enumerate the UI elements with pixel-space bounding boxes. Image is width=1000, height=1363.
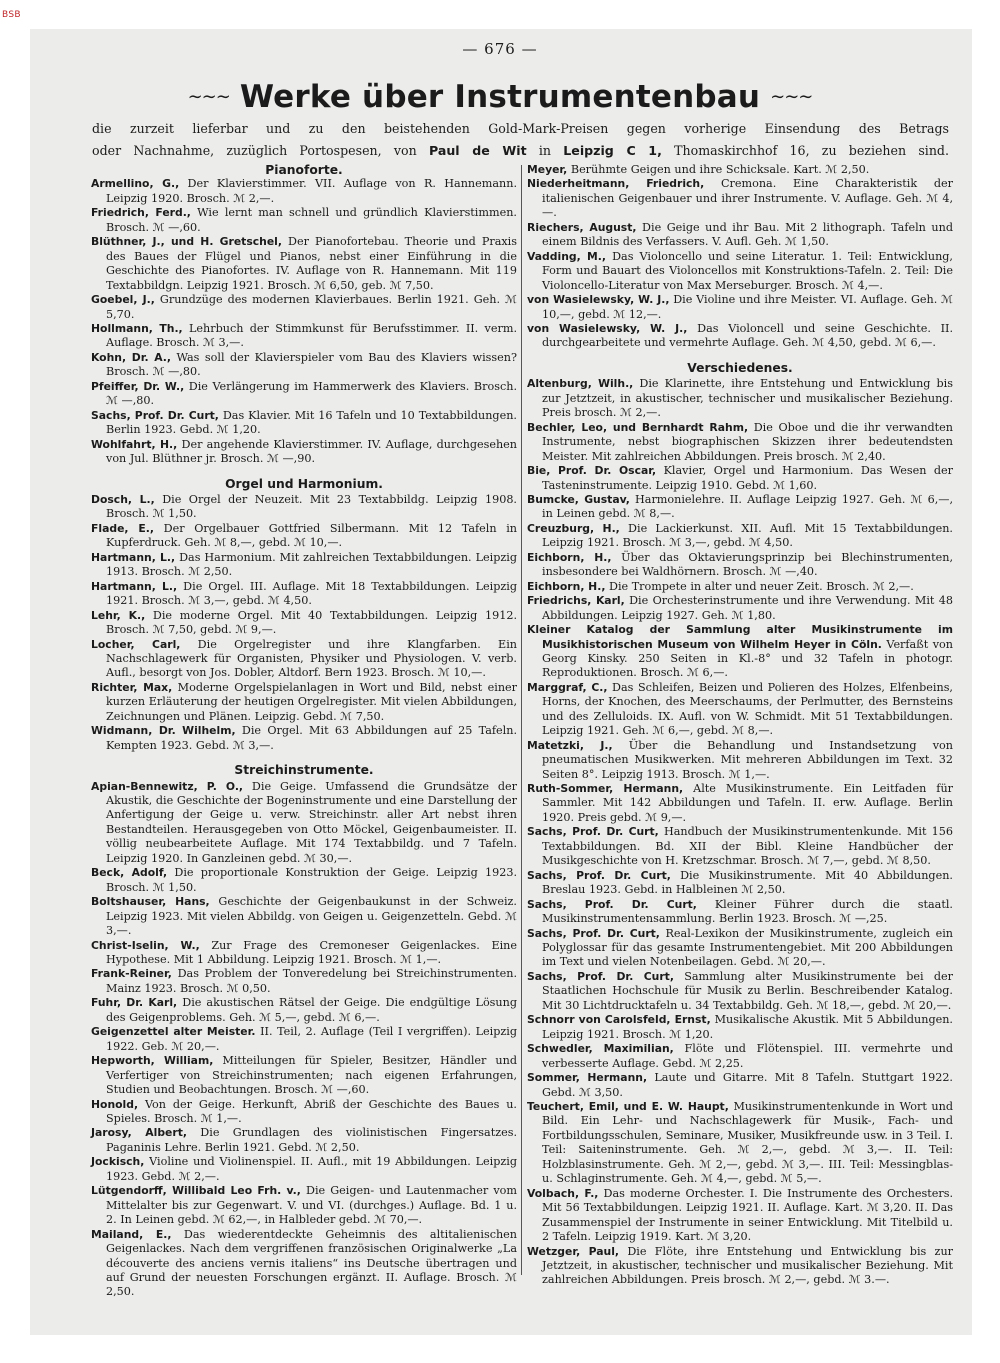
catalog-entry bbox=[527, 927, 953, 970]
catalog-entry bbox=[527, 522, 953, 551]
library-mark: BSB bbox=[2, 10, 21, 20]
entry-text: Zur Frage des Cremoneser Geigenlackes. Eine Hypothese. Mit 1 Abbildung. Leipzig 1921. Brosch. ℳ 1,—. bbox=[106, 938, 518, 967]
entry-author: Schnorr von Carolsfeld, Ernst, bbox=[527, 1013, 711, 1027]
entry-text: Das Schleifen, Beizen und Polieren des Holzes, Elfenbeins, Horns, der Knochen, des Meerschaums, der Perlmutter, des Bernsteins und des Zelluloids. IX. Aufl. von W. Schmidt. Mit 51 Textabbildungen. Leipzig 1921. Geh. ℳ 6,—, gebd. ℳ 8,—. bbox=[542, 680, 953, 738]
catalog-entry bbox=[91, 493, 517, 522]
catalog-entry bbox=[91, 522, 517, 551]
entry-author: Dosch, L., bbox=[91, 492, 155, 506]
entry-author: Locher, Carl, bbox=[91, 637, 181, 651]
entry-author: Hartmann, L., bbox=[91, 579, 178, 593]
entry-text: Über die Behandlung und Instandsetzung von pneumatischen Musikwerken. Mit mehreren Abbildungen im Text. 32 Seiten 8°. Leipzig 1913. Brosch. ℳ 1,—. bbox=[542, 738, 953, 781]
entry-text: Laute und Gitarre. Mit 8 Tafeln. Stuttgart 1922. Gebd. ℳ 3,50. bbox=[542, 1071, 953, 1099]
entry-text: Die Oboe und die ihr verwandten Instrumente, nebst biographischen Skizzen ihrer bedeutendsten Meister. Mit zahlreichen Abbildungen. Preis brosch. ℳ 2,40. bbox=[542, 420, 954, 463]
entry-author: Kleiner Katalog der Sammlung alter Musikinstrumente im Musikhistorischen Museum von Wilhelm Heyer in Cöln. bbox=[527, 623, 953, 651]
entry-text: Handbuch der Musikinstrumentenkunde. Mit 156 Textabbildungen. Bd. XII der Bibl. Kleine Handbücher der Musikgeschichte von H. Kretzschmar. Brosch. ℳ 7,—, gebd. ℳ 8,50. bbox=[542, 825, 954, 868]
catalog-entry bbox=[527, 681, 953, 739]
entry-author: Lehr, K., bbox=[91, 608, 146, 622]
entry-author: Bumcke, Gustav, bbox=[527, 492, 630, 506]
title-flourish-right: ∼∼∼ bbox=[770, 86, 813, 108]
entry-author: Eichborn, H., bbox=[527, 550, 612, 564]
entry-text: Die proportionale Konstruktion der Geige. Leipzig 1923. Brosch. ℳ 1,50. bbox=[106, 866, 518, 894]
entry-author: Apian-Bennewitz, P. O., bbox=[91, 779, 244, 793]
catalog-entry bbox=[527, 580, 953, 594]
entry-text: Lehrbuch der Stimmkunst für Berufsstimmer. II. verm. Auflage. Brosch. ℳ 3,—. bbox=[106, 321, 518, 350]
catalog-entry bbox=[91, 206, 517, 235]
entry-author: Flade, E., bbox=[91, 521, 154, 535]
entry-text: Die Geige und ihr Bau. Mit 2 lithograph. Tafeln und einem Bildnis des Verfassers. V. Aufl. Geh. ℳ 1,50. bbox=[542, 220, 953, 249]
entry-author: Friedrichs, Karl, bbox=[527, 594, 625, 608]
entry-author: Ruth-Sommer, Hermann, bbox=[527, 782, 684, 796]
entry-author: Blüthner, J., und H. Gretschel, bbox=[91, 235, 282, 249]
entry-author: Sachs, Prof. Dr. Curt, bbox=[91, 408, 219, 422]
catalog-entry bbox=[527, 1187, 953, 1245]
entry-text: Klavier, Orgel und Harmonium. Das Wesen der Tasteninstrumente. Leipzig 1910. Gebd. ℳ 1,60. bbox=[542, 464, 953, 492]
entry-text: Wie lernt man schnell und gründlich Klavierstimmen. Brosch. ℳ —,60. bbox=[106, 206, 517, 234]
entry-author: Boltshauser, Hans, bbox=[91, 895, 210, 909]
catalog-entry bbox=[91, 780, 517, 867]
title-text: Werke über Instrumentenbau bbox=[239, 79, 761, 115]
entry-author: Jarosy, Albert, bbox=[91, 1126, 187, 1140]
catalog-entry bbox=[91, 609, 517, 638]
entry-author: Eichborn, H., bbox=[527, 579, 606, 593]
entry-text: Grundzüge des modernen Klavierbaues. Berlin 1921. Geh. ℳ 5,70. bbox=[106, 293, 518, 321]
entry-author: von Wasielewsky, W. J., bbox=[527, 321, 688, 335]
entry-author: Sommer, Hermann, bbox=[527, 1071, 648, 1085]
entry-author: Marggraf, C., bbox=[527, 680, 608, 694]
entry-author: Friedrich, Ferd., bbox=[91, 206, 191, 220]
entry-text: Kleiner Führer durch die staatl. Musikinstrumentensammlung. Berlin 1923. Brosch. ℳ —,25. bbox=[542, 897, 953, 926]
catalog-entry bbox=[91, 895, 517, 938]
entry-author: Wetzger, Paul, bbox=[527, 1244, 620, 1258]
catalog-entry bbox=[527, 1245, 953, 1288]
entry-text: Von der Geige. Herkunft, Abriß der Geschichte des Baues u. Spieles. Brosch. ℳ 1,—. bbox=[106, 1097, 517, 1125]
catalog-entry bbox=[527, 970, 953, 1013]
catalog-entry bbox=[527, 1013, 953, 1042]
catalog-entry bbox=[527, 825, 953, 868]
entry-text: Die Orgel. III. Auflage. Mit 18 Textabbildungen. Leipzig 1921. Brosch. ℳ 3,—, gebd. ℳ 4,50. bbox=[106, 579, 517, 608]
catalog-entry bbox=[527, 869, 953, 898]
entry-author: Schwedler, Maximilian, bbox=[527, 1042, 674, 1056]
entry-text: Die Geige. Umfassend die Grundsätze der Akustik, die Geschichte der Bogeninstrumente und eine Darstellung der Anfertigung der Geige u. verw. Streichinstr. aller Art nebst ihren Bestandteilen. Herausgegeben von Otto Möckel, Geigenbaumeister. II. völlig neubearbeitete Auflage. Mit 174 Textabbildg. und 7 Tafeln. Leipzig 1920. In Ganzleinen gebd. ℳ 30,—. bbox=[106, 779, 518, 865]
catalog-entry bbox=[91, 967, 517, 996]
entry-text: Der Orgelbauer Gottfried Silbermann. Mit 12 Tafeln in Kupferdruck. Geh. ℳ 8,—, gebd. ℳ 10,—. bbox=[106, 521, 518, 550]
entry-author: Altenburg, Wilh., bbox=[527, 377, 634, 391]
catalog-entry bbox=[527, 177, 953, 220]
entry-text: Das Problem der Tonveredelung bei Streichinstrumenten. Mainz 1923. Brosch. ℳ 0,50. bbox=[106, 967, 518, 995]
catalog-entry bbox=[527, 493, 953, 522]
section-heading: Pianoforte. bbox=[265, 163, 343, 177]
catalog-entry bbox=[91, 996, 517, 1025]
entry-author: Goebel, J., bbox=[91, 293, 155, 307]
catalog-entry bbox=[527, 1071, 953, 1100]
entry-text: Die Klarinette, ihre Entstehung und Entwicklung bis zur Jetztzeit, in akustischer, technischer und musikalischer Beziehung. Preis brosch. ℳ 2,—. bbox=[542, 377, 953, 420]
entry-author: Geigenzettel alter Meister. bbox=[91, 1025, 256, 1039]
publisher-name: Paul de Wit bbox=[428, 143, 527, 158]
entry-author: von Wasielewsky, W. J., bbox=[527, 293, 670, 307]
entry-author: Sachs, Prof. Dr. Curt, bbox=[527, 825, 659, 839]
entry-author: Kohn, Dr. A., bbox=[91, 350, 172, 364]
catalog-entry bbox=[91, 1228, 517, 1300]
catalog-entry bbox=[527, 898, 953, 927]
entry-text: Die Orchesterinstrumente und ihre Verwendung. Mit 48 Abbildungen. Leipzig 1927. Geh. ℳ 1,80. bbox=[542, 594, 954, 622]
entry-text: Die Violine und ihre Meister. VI. Auflage. Geh. ℳ 10,—, gebd. ℳ 12,—. bbox=[542, 293, 953, 321]
catalog-entry bbox=[91, 380, 517, 409]
entry-author: Sachs, Prof. Dr. Curt, bbox=[527, 926, 660, 940]
catalog-entry bbox=[527, 594, 953, 623]
entry-text: Die Lackierkunst. XII. Aufl. Mit 15 Textabbildungen. Leipzig 1921. Brosch. ℳ 3,—, gebd. ℳ 4,50. bbox=[542, 521, 953, 550]
entry-text: Das Klavier. Mit 16 Tafeln und 10 Textabbildungen. Berlin 1923. Gebd. ℳ 1,20. bbox=[106, 408, 517, 437]
catalog-entry bbox=[91, 1155, 517, 1184]
catalog-entry bbox=[91, 235, 517, 293]
entry-author: Lütgendorff, Willibald Leo Frh. v., bbox=[91, 1184, 301, 1198]
entry-text: Das moderne Orchester. I. Die Instrumente des Orchesters. Mit 56 Textabbildungen. Leipzig 1921. II. Auflage. Kart. ℳ 3,20. II. Das Zusammenspiel der Instrumente in seiner Entwicklung. Mit Titelbild u. 2 Tafeln. Leipzig 1919. Kart. ℳ 3,20. bbox=[542, 1186, 953, 1244]
catalog-entry bbox=[527, 377, 953, 420]
entry-text: Mitteilungen für Spieler, Besitzer, Händler und Verfertiger von Streichinstrumenten; nach eigenen Erfahrungen, Studien und Beobachtungen. Brosch. ℳ —,60. bbox=[106, 1054, 517, 1097]
entry-author: Armellino, G., bbox=[91, 177, 180, 191]
entry-author: Meyer, bbox=[527, 163, 568, 176]
catalog-entry bbox=[91, 177, 517, 206]
entry-author: Riechers, August, bbox=[527, 220, 637, 234]
entry-text: Die moderne Orgel. Mit 40 Textabbildungen. Leipzig 1912. Brosch. ℳ 7,50, gebd. ℳ 9,—. bbox=[106, 608, 518, 637]
entry-author: Hollmann, Th., bbox=[91, 321, 183, 335]
entry-text: Violine und Violinenspiel. II. Aufl., mit 19 Abbildungen. Leipzig 1923. Gebd. ℳ 2,—. bbox=[106, 1155, 517, 1183]
entry-text: Der Pianofortebau. Theorie und Praxis des Baues der Flügel und Pianos, nebst einer Einführung in die Geschichte des Pianofortes. IV. Auflage von R. Hannemann. Mit 119 Textabbildgn. Leipzig 1921. Brosch. ℳ 6,50, geb. ℳ 7,50. bbox=[106, 235, 517, 292]
entry-text: Die Grundlagen des violinistischen Fingersatzes. Paganinis Lehre. Berlin 1921. Gebd. ℳ 2,50. bbox=[106, 1126, 518, 1154]
entry-author: Matetzki, J., bbox=[527, 738, 613, 752]
entry-text: Real-Lexikon der Musikinstrumente, zugleich ein Polyglossar für das gesamte Instrumentengebiet. Mit 200 Abbildungen im Text und vielen Notenbeilagen. Gebd. ℳ 20,—. bbox=[542, 926, 953, 969]
entry-author: Sachs, Prof. Dr. Curt, bbox=[527, 897, 697, 911]
catalog-entry bbox=[527, 322, 953, 351]
entry-text: II. Teil, 2. Auflage (Teil I vergriffen). Leipzig 1922. Geb. ℳ 20,—. bbox=[106, 1025, 518, 1053]
entry-author: Richter, Max, bbox=[91, 680, 173, 694]
catalog-entry bbox=[91, 638, 517, 681]
entry-text: Berühmte Geigen und ihre Schicksale. Kart. ℳ 2,50. bbox=[570, 163, 870, 176]
publisher-place: Leipzig C 1, bbox=[563, 143, 662, 158]
entry-text: Der Klavierstimmer. VII. Auflage von R. Hannemann. Leipzig 1920. Brosch. ℳ 2,—. bbox=[106, 177, 517, 205]
catalog-entry bbox=[527, 250, 953, 293]
catalog-entry bbox=[527, 623, 953, 681]
page-number: — 676 — bbox=[462, 40, 538, 58]
catalog-entry bbox=[527, 782, 953, 825]
catalog-entry bbox=[527, 739, 953, 782]
entry-author: Hartmann, L., bbox=[91, 550, 176, 564]
catalog-entry bbox=[91, 1126, 517, 1155]
entry-text: Sammlung alter Musikinstrumente bei der Staatlichen Hochschule für Musik zu Berlin. Beschreibender Katalog. Mit 30 Lichtdrucktafeln u. 34 Textabbildg. Geh. ℳ 18,—, gebd. ℳ 20,—. bbox=[542, 969, 953, 1012]
catalog-entry bbox=[91, 1025, 517, 1054]
intro-line-2: oder Nachnahme, zuzüglich Portospesen, von Paul de Wit in Leipzig C 1, Thomaskirchhof 16, zu beziehen sind. bbox=[92, 143, 950, 158]
entry-text: Das wiederentdeckte Geheimnis des altitalienischen Geigenlackes. Nach dem vergriffenen französischen Originalwerke „La découverte des anciens vernis italiens“ ins Deutsche übertragen und auf Grund der neuesten Forschungen ergänzt. II. Auflage. Brosch. ℳ 2,50. bbox=[106, 1227, 517, 1299]
entry-author: Hepworth, William, bbox=[91, 1054, 214, 1068]
entry-text: Die Trompete in alter und neuer Zeit. Brosch. ℳ 2,—. bbox=[608, 579, 914, 593]
entry-text: Die Verlängerung im Hammerwerk des Klaviers. Brosch. ℳ —,80. bbox=[106, 379, 518, 408]
catalog-entry bbox=[91, 409, 517, 438]
entry-author: Christ-Iselin, W., bbox=[91, 938, 200, 952]
catalog-entry bbox=[527, 221, 953, 250]
catalog-entry bbox=[91, 724, 517, 753]
entry-text: Cremona. Eine Charakteristik der italienischen Geigenbauer und ihrer Instrumente. V. Auflage. Geh. ℳ 4,—. bbox=[542, 177, 953, 220]
entry-text: Die Musikinstrumente. Mit 40 Abbildungen. Breslau 1923. Gebd. in Halbleinen ℳ 2,50. bbox=[542, 868, 953, 897]
catalog-entry bbox=[91, 866, 517, 895]
catalog-entry bbox=[91, 322, 517, 351]
catalog-entry bbox=[91, 939, 517, 968]
catalog-entry bbox=[527, 163, 953, 177]
entry-text: Geschichte der Geigenbaukunst in der Schweiz. Leipzig 1923. Mit vielen Abbildg. von Geigen u. Geigenzetteln. Gebd. ℳ 3,—. bbox=[106, 895, 517, 938]
entry-text: Die Orgelregister und ihre Klangfarben. Ein Nachschlagewerk für Organisten, Physiker und Physiologen. V. verb. Aufl., besorgt von Jos. Dobler, Altdorf. Bern 1923. Brosch. ℳ 10,—. bbox=[106, 637, 517, 680]
catalog-entry bbox=[91, 551, 517, 580]
intro-line-1: die zurzeit lieferbar und zu den beistehenden Gold-Mark-Preisen gegen vorherige Einsendung des Betrags bbox=[92, 121, 949, 136]
entry-text: Musikalische Akustik. Mit 5 Abbildungen. Leipzig 1921. Brosch. ℳ 1,20. bbox=[542, 1013, 953, 1041]
entry-author: Teuchert, Emil, und E. W. Haupt, bbox=[527, 1100, 729, 1113]
right-column bbox=[527, 163, 953, 1288]
page-title bbox=[0, 79, 1000, 115]
entry-text: Moderne Orgelspielanlagen in Wort und Bild, nebst einer kurzen Erläuterung der heutigen Orgelregister. Mit vielen Abbildungen, Zeichnungen und Plänen. Leipzig. Gebd. ℳ 7,50. bbox=[106, 680, 518, 723]
intro-text bbox=[92, 118, 949, 162]
entry-author: Bechler, Leo, und Bernhardt Rahm, bbox=[527, 420, 749, 434]
entry-author: Jockisch, bbox=[91, 1155, 145, 1169]
catalog-entry bbox=[527, 551, 953, 580]
entry-author: Sachs, Prof. Dr. Curt, bbox=[527, 868, 671, 882]
entry-text: Die Flöte, ihre Entstehung und Entwicklung bis zur Jetztzeit, in akustischer, technischer und musikalischer Beziehung. Mit zahlreichen Abbildungen. Preis brosch. ℳ 2,—, gebd. ℳ 3.—. bbox=[542, 1244, 953, 1287]
entry-text: Das Harmonium. Mit zahlreichen Textabbildungen. Leipzig 1913. Brosch. ℳ 2,50. bbox=[106, 550, 517, 579]
entry-author: Pfeiffer, Dr. W., bbox=[91, 379, 185, 393]
entry-text: Die akustischen Rätsel der Geige. Die endgültige Lösung des Geigenproblems. Geh. ℳ 5,—, gebd. ℳ 6,—. bbox=[106, 996, 517, 1024]
catalog-entry bbox=[91, 1098, 517, 1127]
entry-text: Über das Oktavierungsprinzip bei Blechinstrumenten, insbesondere bei Waldhörnern. Brosch. ℳ —,40. bbox=[542, 550, 954, 579]
catalog-entry bbox=[527, 1042, 953, 1071]
entry-author: Volbach, F., bbox=[527, 1186, 599, 1200]
entry-author: Fuhr, Dr. Karl, bbox=[91, 996, 178, 1010]
entry-text: Die Geigen- und Lautenmacher vom Mittelalter bis zur Gegenwart. V. und VI. (durchges.) Auflage. Bd. 1 u. 2. In Leinen gebd. ℳ 62,—, in Halbleder gebd. ℳ 70,—. bbox=[106, 1184, 517, 1227]
entry-text: Der angehende Klavierstimmer. IV. Auflage, durchgesehen von Jul. Blüthner jr. Brosch. ℳ —,90. bbox=[106, 437, 518, 466]
entry-author: Widmann, Dr. Wilhelm, bbox=[91, 724, 236, 738]
entry-text: Was soll der Klavierspieler vom Bau des Klaviers wissen? Brosch. ℳ —,80. bbox=[106, 350, 517, 379]
entry-author: Beck, Adolf, bbox=[91, 866, 168, 880]
entry-text: Die Orgel. Mit 63 Abbildungen auf 25 Tafeln. Kempten 1923. Gebd. ℳ 3,—. bbox=[106, 724, 517, 752]
catalog-entry bbox=[91, 1054, 517, 1097]
entry-author: Niederheitmann, Friedrich, bbox=[527, 177, 705, 191]
entry-author: Vadding, M., bbox=[527, 249, 606, 263]
entry-text: Das Violoncello und seine Literatur. 1. Teil: Entwicklung, Form und Bauart des Violoncellos mit Konstruktions-Tafeln. 2. Teil: Die Violoncello-Literatur von Max Merseburger. Brosch. ℳ 4,—. bbox=[542, 249, 953, 292]
catalog-entry bbox=[91, 293, 517, 322]
catalog-entry bbox=[91, 580, 517, 609]
entry-text: Harmonielehre. II. Auflage Leipzig 1927. Geh. ℳ 6,—, in Leinen gebd. ℳ 8,—. bbox=[542, 492, 954, 521]
entry-author: Mailand, E., bbox=[91, 1227, 172, 1241]
entry-text: Verfaßt von Georg Kinsky. 250 Seiten in Kl.-8° und 32 Tafeln in photogr. Reproduktionen. Brosch. ℳ 6,—. bbox=[542, 637, 953, 680]
entry-text: Die Orgel der Neuzeit. Mit 23 Textabbildg. Leipzig 1908. Brosch. ℳ 1,50. bbox=[106, 492, 517, 521]
entry-author: Honold, bbox=[91, 1097, 139, 1111]
entry-author: Bie, Prof. Dr. Oscar, bbox=[527, 464, 657, 478]
catalog-entry bbox=[91, 681, 517, 724]
entry-text: Musikinstrumentenkunde in Wort und Bild. Ein Lehr- und Nachschlagewerk für Musik-, Fach- und Fortbildungsschulen, Seminare, Musiker, Musikfreunde usw. in 3 Teil. I. Teil: Saiteninstrumente. Geh. ℳ 2,—, gebd. ℳ 3,—. II. Teil: Holzblasinstrumente. Geh. ℳ 2,—, gebd. ℳ 3,—. III. Teil: Messingblas- u. Schlaginstrumente. Geh. ℳ 4,—, gebd. ℳ 5,—. bbox=[542, 1100, 953, 1186]
column-divider bbox=[521, 165, 522, 1275]
left-column bbox=[91, 163, 517, 1300]
entry-author: Creuzburg, H., bbox=[527, 521, 620, 535]
catalog-entry bbox=[527, 464, 953, 493]
entry-text: Flöte und Flötenspiel. III. vermehrte und verbesserte Auflage. Gebd. ℳ 2,25. bbox=[542, 1042, 953, 1070]
entry-author: Sachs, Prof. Dr. Curt, bbox=[527, 969, 674, 983]
catalog-entry bbox=[91, 351, 517, 380]
entry-author: Frank-Reiner, bbox=[91, 967, 172, 981]
catalog-entry bbox=[527, 1100, 953, 1187]
entry-text: Alte Musikinstrumente. Ein Leitfaden für Sammler. Mit 142 Abbildungen und Tafeln. II. erw. Auflage. Berlin 1920. Preis gebd. ℳ 9,—. bbox=[542, 782, 953, 824]
entry-author: Wohlfahrt, H., bbox=[91, 437, 178, 451]
section-heading: Orgel und Harmonium. bbox=[225, 476, 383, 491]
section-heading: Verschiedenes. bbox=[687, 360, 793, 375]
catalog-entry bbox=[91, 438, 517, 467]
catalog-entry bbox=[527, 293, 953, 322]
title-flourish-left: ∼∼∼ bbox=[187, 86, 230, 108]
catalog-entry bbox=[91, 1184, 517, 1227]
catalog-entry bbox=[527, 421, 953, 464]
section-heading: Streichinstrumente. bbox=[234, 763, 374, 778]
entry-text: Das Violoncell und seine Geschichte. II. durchgearbeitete und vermehrte Auflage. Geh. ℳ 4,50, gebd. ℳ 6,—. bbox=[542, 321, 953, 350]
